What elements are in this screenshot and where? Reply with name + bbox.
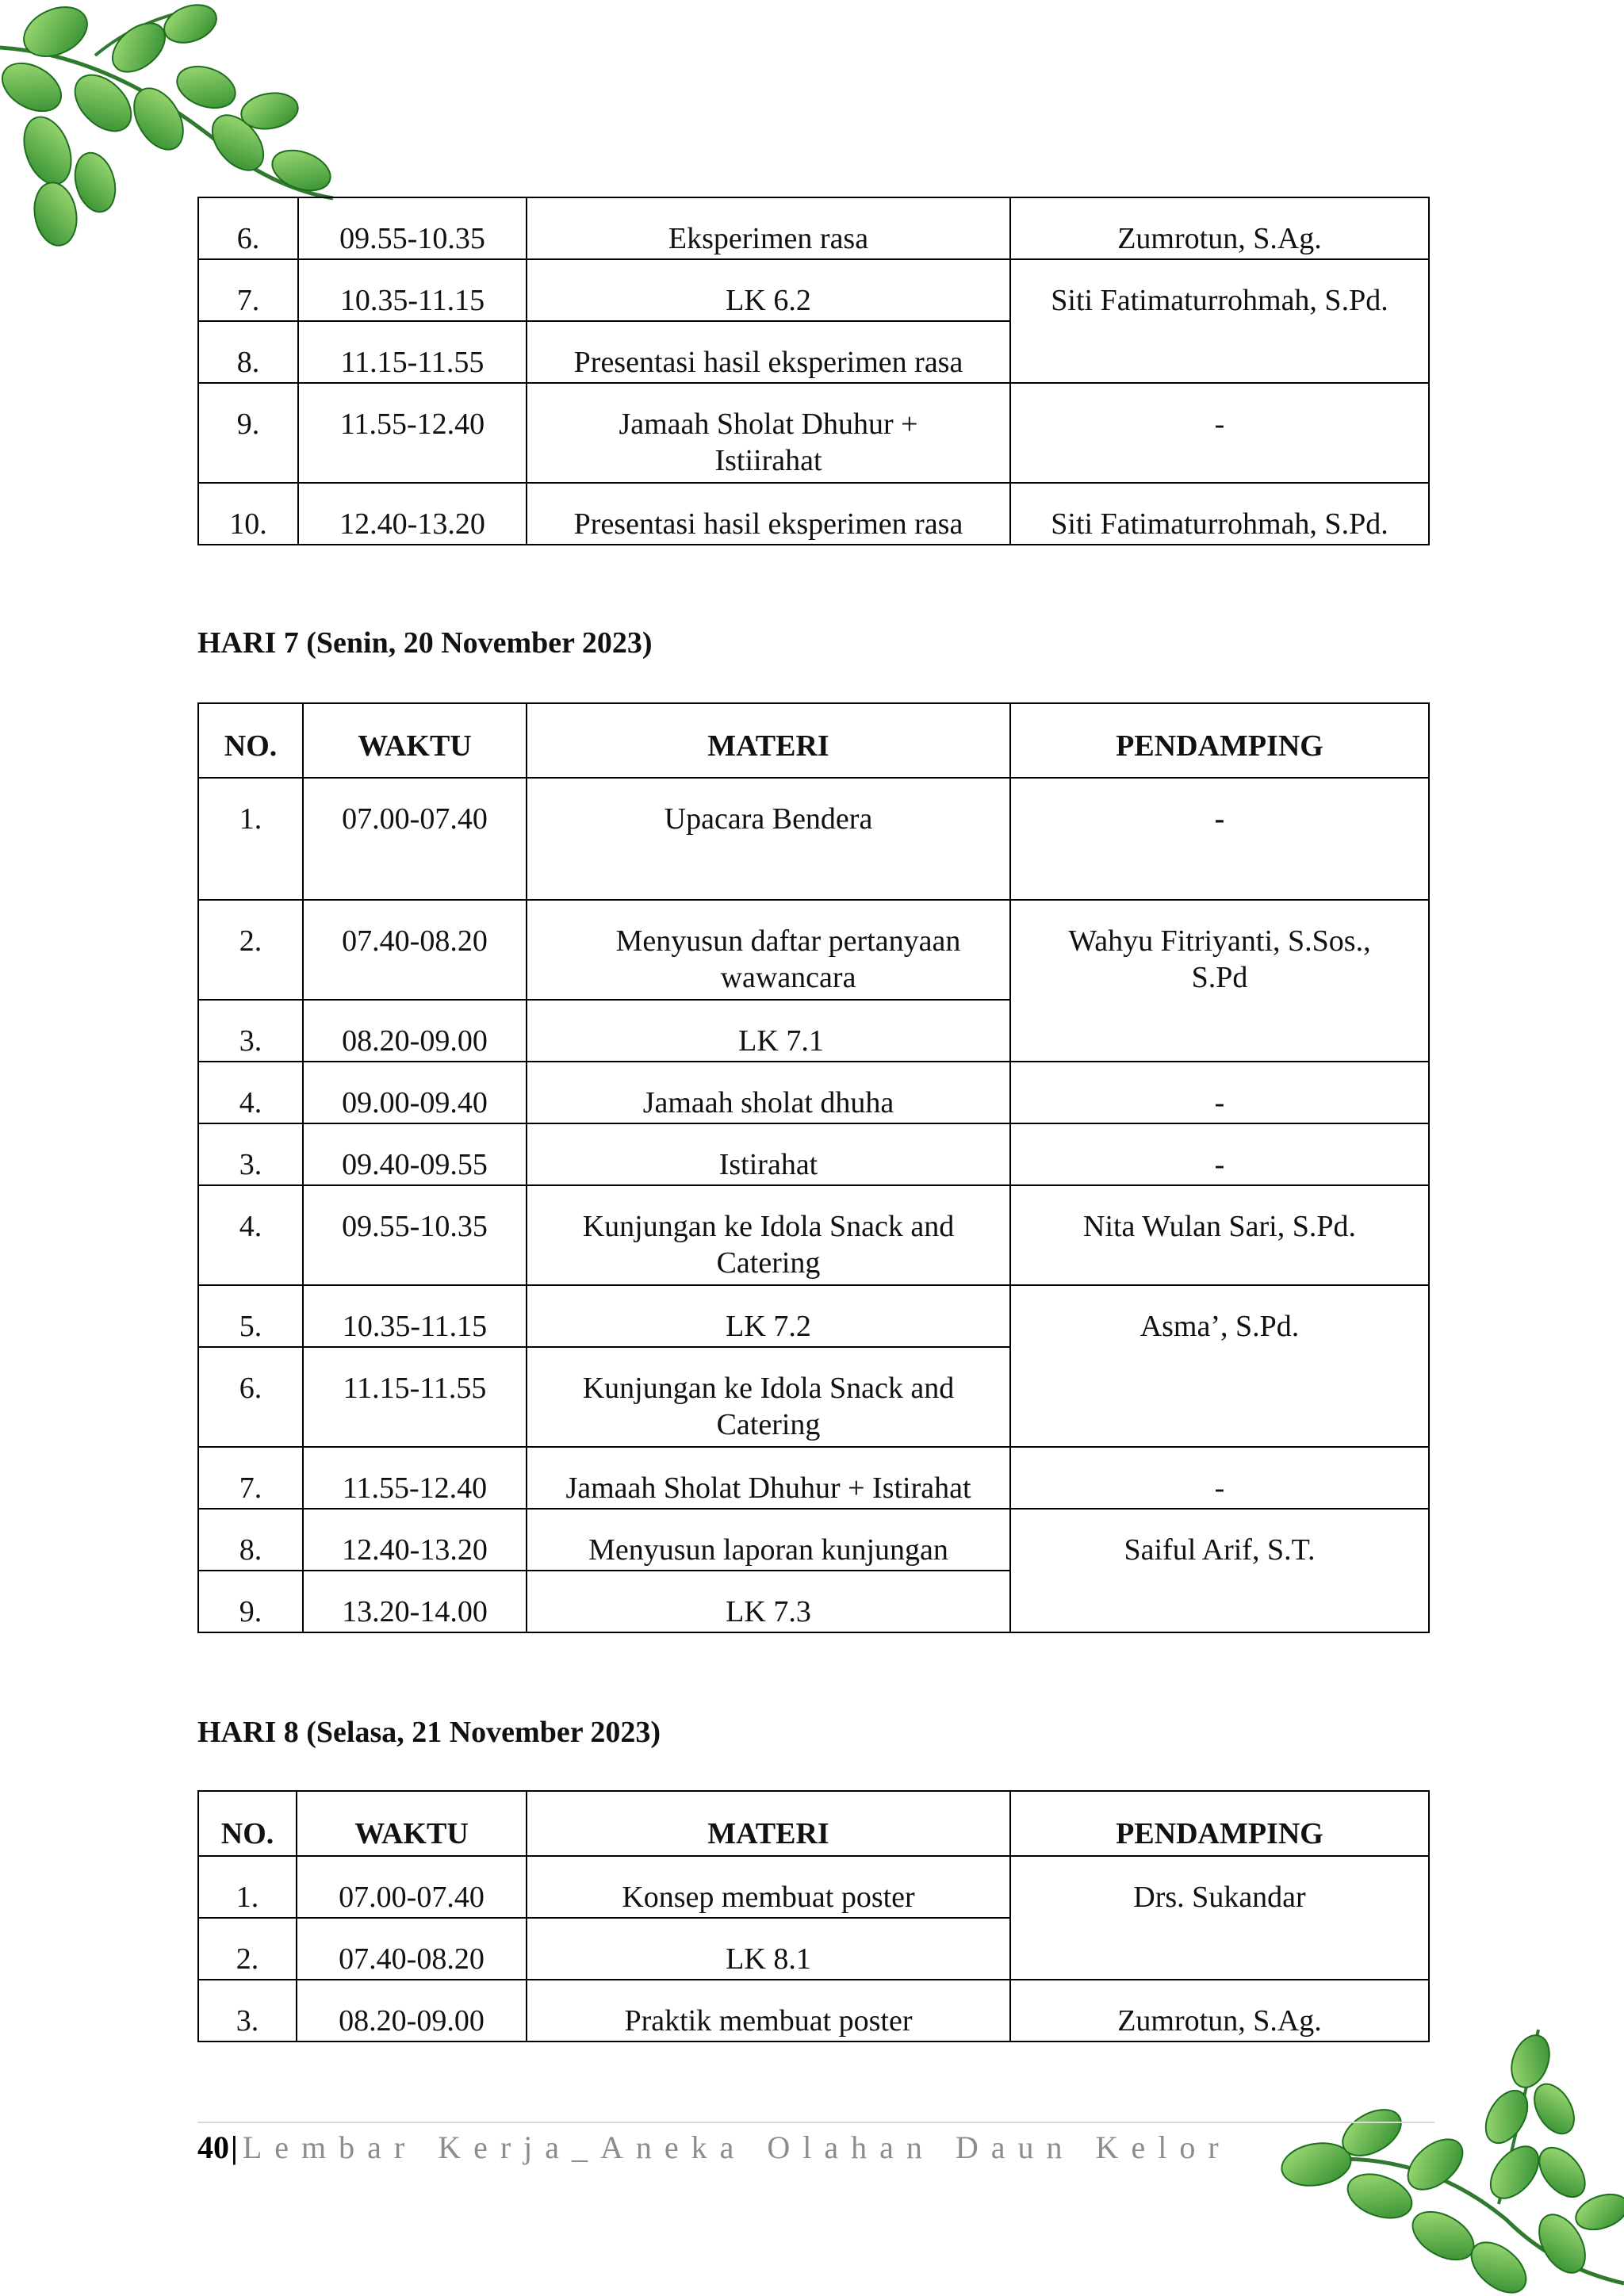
table-header-row — [198, 1791, 1429, 1856]
row-pendamping: - — [1010, 778, 1429, 900]
table-row — [198, 197, 1429, 259]
page-number: 40 — [197, 2130, 229, 2165]
row-no: 4. — [198, 1062, 303, 1123]
row-materi: Istirahat — [527, 1123, 1010, 1185]
table-row — [198, 1509, 1429, 1571]
row-no: 2. — [198, 900, 303, 1000]
row-waktu: 10.35-11.15 — [298, 259, 527, 321]
row-no: 4. — [198, 1185, 303, 1285]
row-waktu: 11.15-11.55 — [303, 1347, 527, 1447]
row-pendamping: Zumrotun, S.Ag. — [1010, 1980, 1429, 2042]
row-waktu: 07.40-08.20 — [303, 900, 527, 1000]
row-no: 6. — [198, 197, 298, 259]
row-waktu: 07.00-07.40 — [303, 778, 527, 900]
row-waktu: 13.20-14.00 — [303, 1571, 527, 1632]
row-pendamping: - — [1010, 1062, 1429, 1123]
row-pendamping: Nita Wulan Sari, S.Pd. — [1010, 1185, 1429, 1285]
row-materi: LK 7.3 — [527, 1571, 1010, 1632]
row-no: 9. — [198, 1571, 303, 1632]
col-header-pendamping: PENDAMPING — [1010, 1791, 1429, 1856]
table-row — [198, 259, 1429, 321]
row-pendamping: Siti Fatimaturrohmah, S.Pd. — [1010, 483, 1429, 545]
row-materi: Kunjungan ke Idola Snack and Catering — [527, 1185, 1010, 1285]
row-materi: Konsep membuat poster — [527, 1856, 1010, 1918]
col-header-materi: MATERI — [527, 1791, 1010, 1856]
col-header-no: NO. — [198, 703, 303, 778]
footer-divider — [197, 2122, 1434, 2123]
table-row — [198, 383, 1429, 483]
row-pendamping: Saiful Arif, S.T. — [1010, 1509, 1429, 1632]
row-materi: Eksperimen rasa — [527, 197, 1010, 259]
table-row — [198, 1123, 1429, 1185]
row-pendamping: Zumrotun, S.Ag. — [1010, 197, 1429, 259]
col-header-waktu: WAKTU — [303, 703, 527, 778]
row-no: 5. — [198, 1285, 303, 1347]
row-waktu: 07.00-07.40 — [297, 1856, 527, 1918]
row-waktu: 12.40-13.20 — [303, 1509, 527, 1571]
row-pendamping: Wahyu Fitriyanti, S.Sos., S.Pd — [1010, 900, 1429, 1062]
row-materi: LK 6.2 — [527, 259, 1010, 321]
row-no: 7. — [198, 1447, 303, 1509]
row-no: 10. — [198, 483, 298, 545]
row-materi: Praktik membuat poster — [527, 1980, 1010, 2042]
row-no: 8. — [198, 1509, 303, 1571]
row-materi: Menyusun laporan kunjungan — [527, 1509, 1010, 1571]
table-row — [198, 1856, 1429, 1918]
row-no: 8. — [198, 321, 298, 383]
row-materi: LK 8.1 — [527, 1918, 1010, 1980]
book-title: Lembar Kerja_Aneka Olahan Daun Kelor — [242, 2130, 1231, 2165]
row-materi: Upacara Bendera — [527, 778, 1010, 900]
table-row — [198, 1285, 1429, 1347]
col-header-pendamping: PENDAMPING — [1010, 703, 1429, 778]
row-materi: LK 7.2 — [527, 1285, 1010, 1347]
table-row — [198, 900, 1429, 1000]
row-materi: LK 7.1 — [527, 1000, 1010, 1062]
row-materi: Menyusun daftar pertanyaan wawancara — [527, 900, 1010, 1000]
table-row — [198, 778, 1429, 900]
row-no: 1. — [198, 1856, 297, 1918]
table-row — [198, 1185, 1429, 1285]
table-row — [198, 1447, 1429, 1509]
schedule-table-continued — [197, 197, 1430, 545]
footer-separator: | — [231, 2130, 238, 2165]
row-no: 1. — [198, 778, 303, 900]
col-header-materi: MATERI — [527, 703, 1010, 778]
row-waktu: 07.40-08.20 — [297, 1918, 527, 1980]
row-pendamping: - — [1010, 1447, 1429, 1509]
table-row — [198, 1062, 1429, 1123]
row-pendamping: - — [1010, 1123, 1429, 1185]
row-pendamping: Drs. Sukandar — [1010, 1856, 1429, 1980]
row-materi: Jamaah Sholat Dhuhur + Istiirahat — [527, 383, 1010, 483]
row-waktu: 12.40-13.20 — [298, 483, 527, 545]
row-waktu: 08.20-09.00 — [303, 1000, 527, 1062]
row-materi: Presentasi hasil eksperimen rasa — [527, 483, 1010, 545]
table-header-row — [198, 703, 1429, 778]
page-footer — [197, 2128, 1231, 2168]
row-no: 3. — [198, 1980, 297, 2042]
table-row — [198, 483, 1429, 545]
row-waktu: 09.40-09.55 — [303, 1123, 527, 1185]
row-pendamping: Asma’, S.Pd. — [1010, 1285, 1429, 1447]
day7-schedule-table — [197, 702, 1430, 1633]
row-no: 3. — [198, 1000, 303, 1062]
row-no: 9. — [198, 383, 298, 483]
row-no: 7. — [198, 259, 298, 321]
row-no: 2. — [198, 1918, 297, 1980]
row-waktu: 09.55-10.35 — [298, 197, 527, 259]
row-materi: Presentasi hasil eksperimen rasa — [527, 321, 1010, 383]
moringa-leaves-bottom-right-icon — [1269, 2014, 1624, 2296]
row-pendamping: Siti Fatimaturrohmah, S.Pd. — [1010, 259, 1429, 383]
row-no: 3. — [198, 1123, 303, 1185]
row-waktu: 08.20-09.00 — [297, 1980, 527, 2042]
day7-heading: HARI 7 (Senin, 20 November 2023) — [197, 626, 653, 660]
row-waktu: 11.55-12.40 — [303, 1447, 527, 1509]
row-waktu: 09.55-10.35 — [303, 1185, 527, 1285]
row-no: 6. — [198, 1347, 303, 1447]
col-header-waktu: WAKTU — [297, 1791, 527, 1856]
row-waktu: 10.35-11.15 — [303, 1285, 527, 1347]
row-pendamping: - — [1010, 383, 1429, 483]
row-waktu: 09.00-09.40 — [303, 1062, 527, 1123]
day8-schedule-table — [197, 1790, 1430, 2042]
row-waktu: 11.55-12.40 — [298, 383, 527, 483]
table-row — [198, 1980, 1429, 2042]
row-materi: Kunjungan ke Idola Snack and Catering — [527, 1347, 1010, 1447]
day8-heading: HARI 8 (Selasa, 21 November 2023) — [197, 1716, 661, 1749]
col-header-no: NO. — [198, 1791, 297, 1856]
row-materi: Jamaah Sholat Dhuhur + Istirahat — [527, 1447, 1010, 1509]
row-waktu: 11.15-11.55 — [298, 321, 527, 383]
row-materi: Jamaah sholat dhuha — [527, 1062, 1010, 1123]
